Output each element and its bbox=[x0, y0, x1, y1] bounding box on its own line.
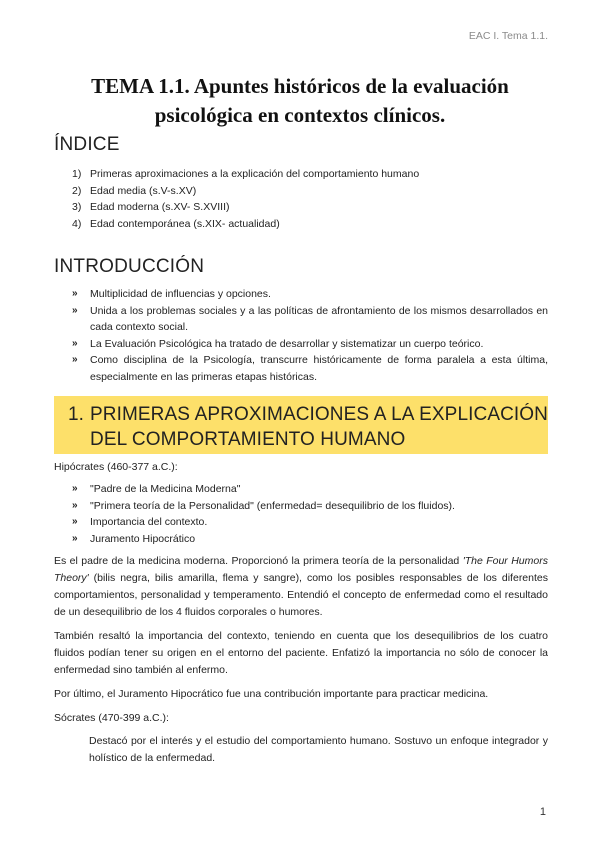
chevron-bullet-icon: » bbox=[72, 483, 78, 494]
list-item: » Como disciplina de la Psicología, transcurre históricamente de forma paralela a esta última, especialmente en las primeras etapas históricas. bbox=[72, 354, 548, 383]
list-item: » Importancia del contexto. bbox=[72, 514, 548, 531]
section-1-heading bbox=[68, 402, 548, 452]
section-heading-line-1: PRIMERAS APROXIMACIONES A LA EXPLICACIÓN bbox=[90, 404, 548, 425]
list-item: » Juramento Hipocrático bbox=[72, 531, 548, 548]
list-item: » Unida a los problemas sociales y a las políticas de afrontamiento de los mismos desarrollados en cada contexto social. bbox=[72, 304, 548, 333]
section-heading-line-2: DEL COMPORTAMIENTO HUMANO bbox=[90, 429, 406, 450]
running-header: EAC I. Tema 1.1. bbox=[468, 30, 548, 42]
chevron-bullet-icon: » bbox=[72, 499, 78, 511]
hipocrates-paragraph-1: Es el padre de la medicina moderna. Proporcionó la primera teoría de la personalidad 'The Four Humors Theory' (bilis negra, bilis amarilla, flema y sangre), como los posibles responsables de los diferentes comportamientos, personalidad y temperamento. Entendió el concepto de enfermedad como el resultado de un desequilibrio de los 4 fluidos corporales o humores. bbox=[54, 555, 548, 618]
index-item: 2) Edad media (s.V-s.XV) bbox=[72, 184, 197, 197]
index-heading: ÍNDICE bbox=[54, 134, 120, 155]
index-list bbox=[72, 166, 419, 232]
list-item: » "Padre de la Medicina Moderna" bbox=[72, 481, 548, 498]
page-number: 1 bbox=[539, 806, 546, 818]
chevron-bullet-icon: » bbox=[72, 354, 78, 365]
document-title bbox=[50, 72, 550, 130]
intro-bullet-list bbox=[72, 286, 548, 385]
intro-heading: INTRODUCCIÓN bbox=[54, 256, 205, 277]
socrates-label: Sócrates (470-399 a.C.): bbox=[54, 712, 169, 724]
index-item: 3) Edad moderna (s.XV- S.XVIII) bbox=[72, 201, 230, 213]
index-item: 4) Edad contemporánea (s.XIX- actualidad) bbox=[72, 217, 280, 230]
socrates-paragraph: Destacó por el interés y el estudio del comportamiento humano. Sostuvo un enfoque integrador y holístico de la enfermedad. bbox=[89, 735, 548, 764]
list-item: » "Primera teoría de la Personalidad" (enfermedad= desequilibrio de los fluidos). bbox=[72, 498, 548, 515]
chevron-bullet-icon: » bbox=[72, 288, 78, 299]
list-item: » Multiplicidad de influencias y opciones. bbox=[72, 286, 548, 303]
section-number: 1. bbox=[68, 404, 85, 425]
hipocrates-paragraph-2: También resaltó la importancia del contexto, teniendo en cuenta que los desequilibrios de los cuatro fluidos podían tener su origen en el entorno del paciente. Enfatizó la importancia no sólo de conocer la enfermedad sino también al enfermo. bbox=[54, 630, 548, 676]
hipocrates-label: Hipócrates (460-377 a.C.): bbox=[54, 461, 178, 473]
chevron-bullet-icon: » bbox=[72, 532, 78, 544]
chevron-bullet-icon: » bbox=[72, 304, 78, 316]
title-line-2: psicológica en contextos clínicos. bbox=[154, 103, 446, 127]
list-item: » La Evaluación Psicológica ha tratado de desarrollar y sistematizar un cuerpo teórico. bbox=[72, 336, 548, 353]
hipocrates-bullet-list bbox=[72, 481, 548, 547]
index-item: 1) Primeras aproximaciones a la explicación del comportamiento humano bbox=[72, 168, 420, 180]
title-line-1: TEMA 1.1. Apuntes históricos de la evaluación bbox=[91, 74, 509, 98]
chevron-bullet-icon: » bbox=[72, 337, 78, 349]
hipocrates-paragraph-3: Por último, el Juramento Hipocrático fue una contribución importante para practicar medicina. bbox=[54, 688, 489, 700]
chevron-bullet-icon: » bbox=[72, 516, 78, 527]
